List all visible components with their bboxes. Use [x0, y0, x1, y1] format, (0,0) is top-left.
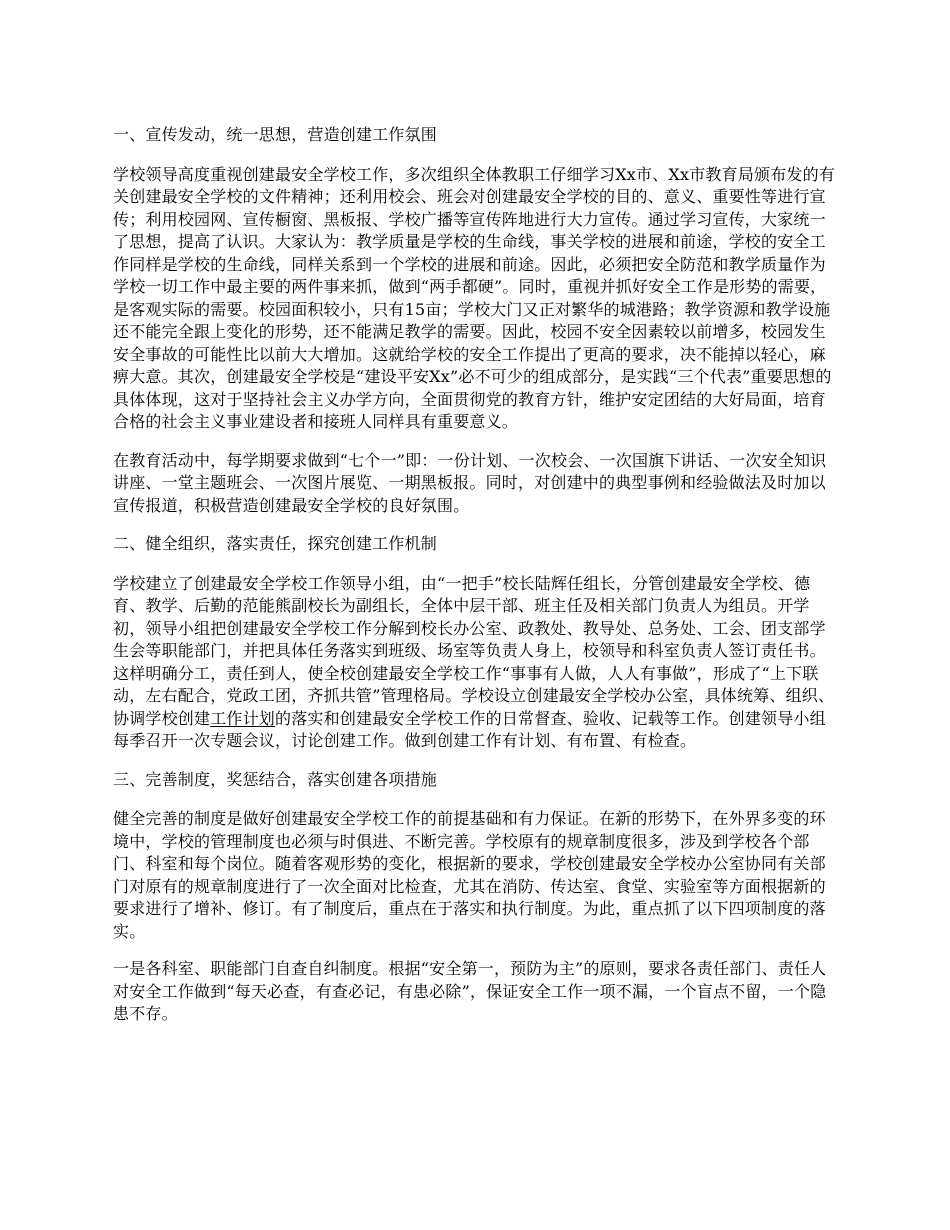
section-heading-propaganda: 一、宣传发动，统一思想，营造创建工作氛围 — [113, 125, 438, 144]
paragraph-organization — [113, 573, 839, 753]
organization-text-before-link: 学校建立了创建最安全学校工作领导小组，由“一把手”校长陆辉任组长，分管创建最安全学校、德育、教学、后勤的范能熊副校长为副组长，全体中层干部、班主任及相关部门负责人为组员。开学初，领导小组把创建最安全学校工作分解到校长办公室、政教处、教导处、总务处、工会、团支部学生会等职能部门，并把具体任务落实到班级、场室等负责人身上，校领导和科室负责人签订责任书。这样明确分工，责任到人，使全校创建最安全学校工作“事事有人做，人人有事做”，形成了“上下联动，左右配合，党政工团，齐抓共管”管理格局。学校设立创建最安全学校办公室，具体统筹、组织、协调学校创建 — [113, 573, 835, 728]
section-heading-organization: 二、健全组织，落实责任，探究创建工作机制 — [113, 534, 438, 553]
document-content — [113, 124, 839, 1042]
work-plan-link[interactable]: 工作计划 — [210, 708, 276, 728]
paragraph-propaganda-main: 学校领导高度重视创建最安全学校工作，多次组织全体教职工仔细学习Xx市、Xx市教育局颁布发的有关创建最安全学校的文件精神；还利用校会、班会对创建最安全学校的目的、意义、重要性等进行宣传；利用校园网、宣传橱窗、黑板报、学校广播等宣传阵地进行大力宣传。通过学习宣传，大家统一了思想，提高了认识。大家认为：教学质量是学校的生命线，事关学校的进展和前途，学校的安全工作同样是学校的生命线，同样关系到一个学校的进展和前途。因此，必须把安全防范和教学质量作为学校一切工作中最主要的两件事来抓，做到“两手都硬”。同时，重视并抓好安全工作是形势的需要，是客观实际的需要。校园面积较小，只有15亩；学校大门又正对繁华的城港路；教学资源和教学设施还不能完全跟上变化的形势，还不能满足教学的需要。因此，校园不安全因素较以前增多，校园发生安全事故的可能性比以前大大增加。这就给学校的安全工作提出了更高的要求，决不能掉以轻心，麻痹大意。其次，创建最安全学校是“建设平安Xx”必不可少的组成部分，是实践“三个代表”重要思想的具体体现，这对于坚持社会主义办学方向，全面贯彻党的教育方针，维护安定团结的大好局面，培育合格的社会主义事业建设者和接班人同样具有重要意义。 — [113, 164, 836, 431]
section-heading-systems: 三、完善制度，奖惩结合，落实创建各项措施 — [113, 769, 438, 789]
paragraph-systems-main: 健全完善的制度是做好创建最安全学校工作的前提基础和有力保证。在新的形势下，在外界多变的环境中，学校的管理制度也必须与时俱进、不断完善。学校原有的规章制度很多，涉及到学校各个部门、科室和每个岗位。随着客观形势的变化，根据新的要求，学校创建最安全学校办公室协同有关部门对原有的规章制度进行了一次全面对比检查，尤其在消防、传达室、食堂、实验室等方面根据新的要求进行了增补、修订。有了制度后，重点在于落实和执行制度。为此，重点抓了以下四项制度的落实。 — [113, 809, 826, 941]
paragraph-self-inspection: 一是各科室、职能部门自查自纠制度。根据“安全第一，预防为主”的原则，要求各责任部门、责任人对安全工作做到“每天必查，有查必记，有患必除”，保证安全工作一项不漏，一个盲点不留，一个隐患不存。 — [113, 959, 827, 1023]
organization-text-after-link: 的落实和创建最安全学校工作的日常督查、验收、记载等工作。创建领导小组每季召开一次专题会议，讨论创建工作。做到创建工作有计划、有布置、有检查。 — [113, 708, 826, 750]
paragraph-seven-ones: 在教育活动中，每学期要求做到“七个一”即：一份计划、一次校会、一次国旗下讲话、一次安全知识讲座、一堂主题班会、一次图片展览、一期黑板报。同时，对创建中的典型事例和经验做法及时加以宣传报道，积极营造创建最安全学校的良好氛围。 — [113, 450, 827, 515]
